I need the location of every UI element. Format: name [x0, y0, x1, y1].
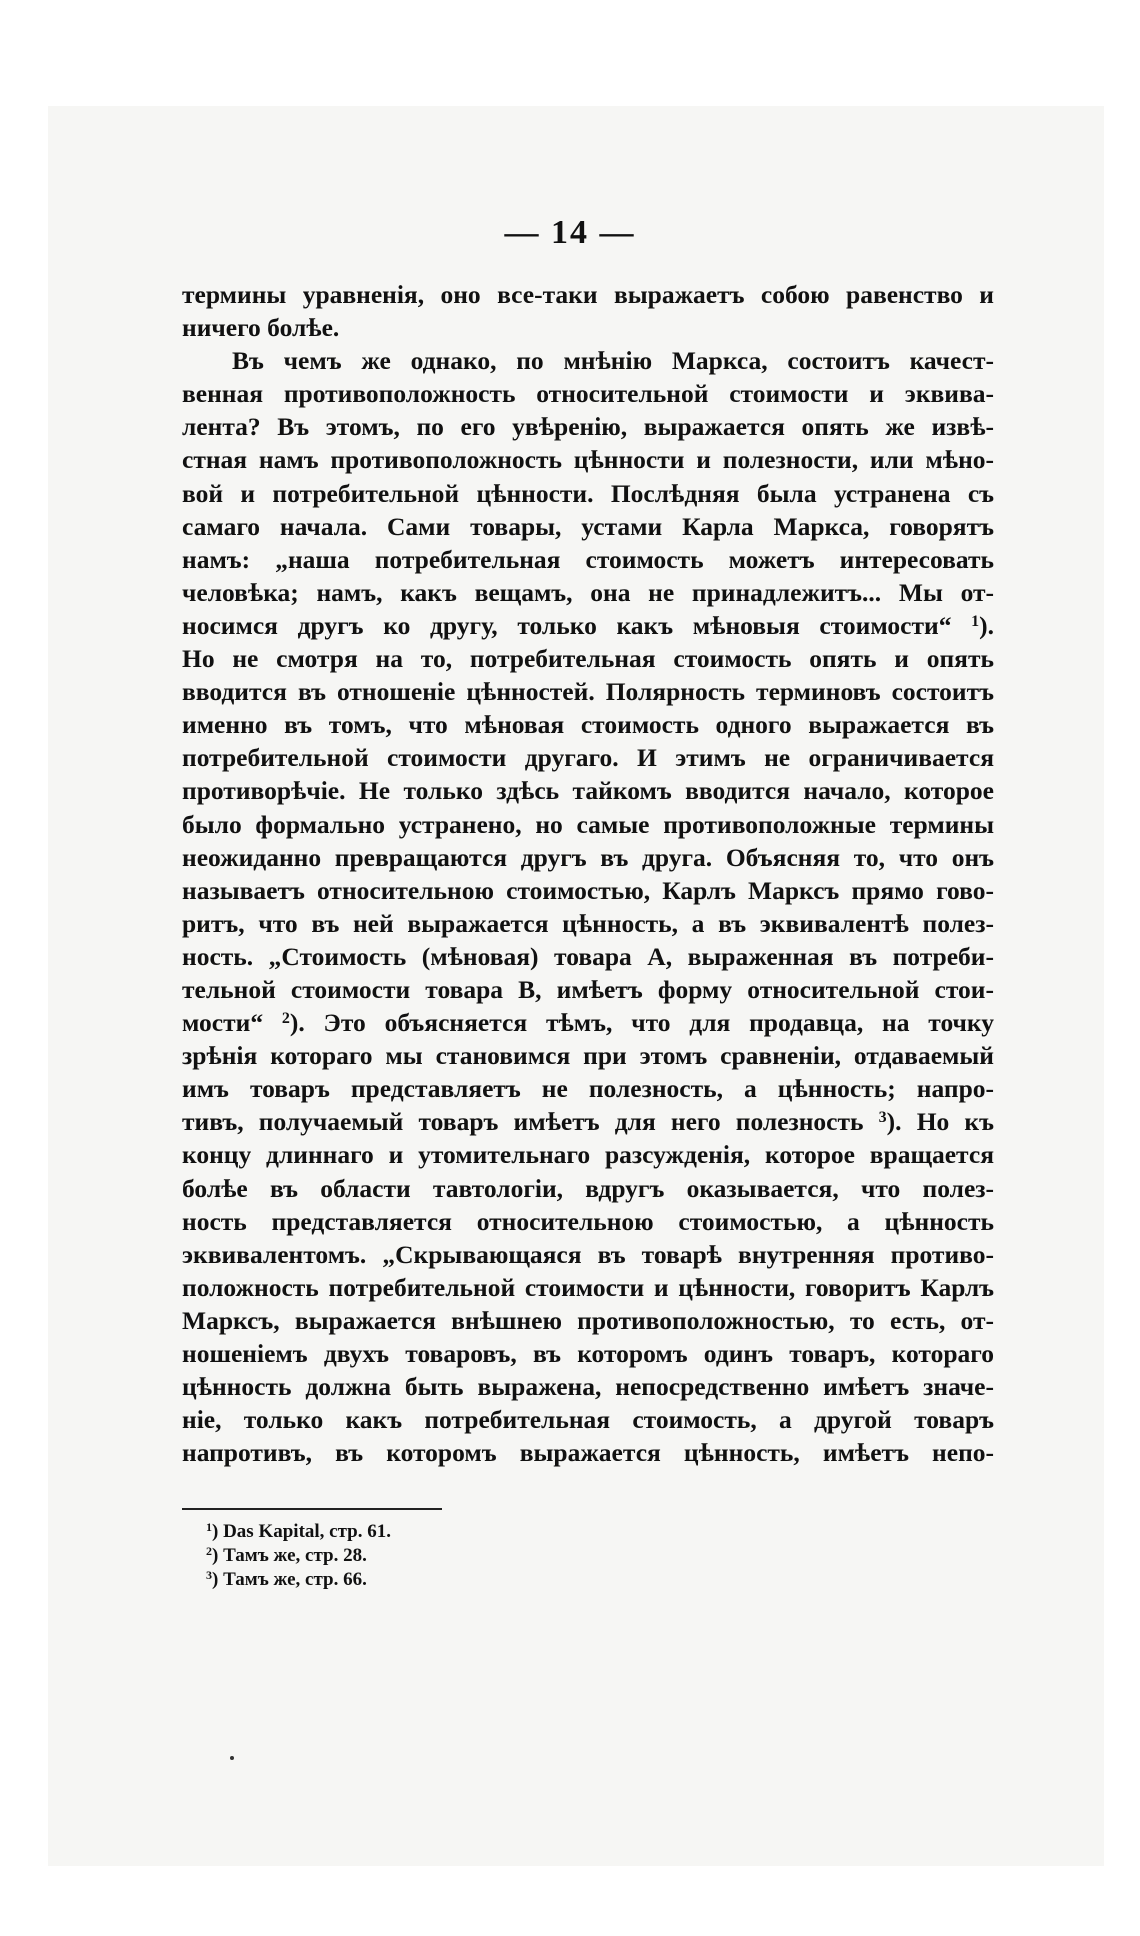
text-line: цѣнность должна быть выражена, непосредственно имѣетъ значе- [182, 1372, 994, 1402]
text-line: болѣе въ области тавтологіи, вдругъ оказывается, что полез- [182, 1173, 994, 1203]
text-line: самаго начала. Сами товары, устами Карла Маркса, говорятъ [182, 511, 994, 541]
footnote-item [206, 1568, 706, 1592]
text-line: эквивалентомъ. „Скрывающаяся въ товарѣ внутренняя противо- [182, 1239, 994, 1269]
text-line: Въ чемъ же однако, по мнѣнію Маркса, состоитъ качест- [232, 346, 994, 376]
ink-speck [230, 1756, 234, 1760]
text-line: вводится въ отношеніе цѣнностей. Полярность терминовъ состоитъ [182, 677, 994, 707]
line-text: мости“ [182, 1008, 264, 1038]
text-line: называетъ относительною стоимостью, Карлъ Марксъ прямо гово- [182, 875, 994, 905]
text-line: именно въ томъ, что мѣновая стоимость одного выражается въ [182, 710, 994, 740]
text-line: Но не смотря на то, потребительная стоимость опять и опять [182, 644, 994, 674]
text-line: венная противоположность относительной стоимости и эквива- [182, 379, 994, 409]
text-line: ритъ, что въ ней выражается цѣнность, а въ эквивалентѣ полез- [182, 908, 994, 938]
footnote-mark: 2 [206, 1544, 212, 1558]
footnotes [206, 1520, 706, 1592]
text-line: неожиданно превращаются другъ въ друга. Объясняя то, что онъ [182, 842, 994, 872]
footnote-text: ) Тамъ же, стр. 66. [212, 1569, 367, 1590]
text-line: намъ: „наша потребительная стоимость можетъ интересовать [182, 544, 994, 574]
body-text [182, 278, 994, 1469]
line-text: ). Но къ [886, 1107, 994, 1137]
text-line: имъ товаръ представляетъ не полезность, а цѣнность; напро- [182, 1074, 994, 1104]
text-line: ніе, только какъ потребительная стоимость, а другой товаръ [182, 1405, 994, 1435]
footnote-mark: 3 [206, 1568, 212, 1582]
text-line [182, 609, 994, 642]
page-number: — 14 — [504, 214, 636, 251]
text-line: человѣка; намъ, какъ вещамъ, она не принадлежитъ... Мы от- [182, 577, 994, 607]
footnote-item [206, 1544, 706, 1568]
text-line: зрѣнія котораго мы становимся при этомъ сравненіи, отдаваемый [182, 1041, 994, 1071]
text-line: лента? Въ этомъ, по его увѣренію, выражается опять же извѣ- [182, 412, 994, 442]
text-line: противорѣчіе. Не только здѣсь тайкомъ вводится начало, которое [182, 776, 994, 806]
text-line: напротивъ, въ которомъ выражается цѣнность, имѣетъ непо- [182, 1438, 994, 1468]
footnote-divider [182, 1508, 442, 1510]
line-text: тивъ, получаемый товаръ имѣетъ для него полезность [182, 1107, 864, 1137]
text-line: было формально устранено, но самые противоположные термины [182, 809, 994, 839]
text-line: Марксъ, выражается внѣшнею противоположностью, то есть, от- [182, 1305, 994, 1335]
text-line [182, 1006, 994, 1039]
footnote-mark: 1 [206, 1520, 212, 1534]
footnote-text: ) Das Kapital, стр. 61. [212, 1521, 391, 1542]
text-line: термины уравненія, оно все-таки выражаетъ собою равенство и [182, 280, 994, 309]
text-line: потребительной стоимости другаго. И этимъ не ограничивается [182, 743, 994, 773]
text-line [182, 1105, 994, 1138]
text-line: ничего болѣе. [182, 313, 340, 343]
text-line: вой и потребительной цѣнности. Послѣдняя была устранена съ [182, 478, 994, 508]
text-line: ность представляется относительною стоимостью, а цѣнность [182, 1206, 994, 1236]
footnote-text: ) Тамъ же, стр. 28. [212, 1545, 367, 1566]
footnote-ref: 2 [281, 1010, 290, 1028]
text-line: ношеніемъ двухъ товаровъ, въ которомъ одинъ товаръ, котораго [182, 1339, 994, 1368]
text-line: стная намъ противоположность цѣнности и полезности, или мѣно- [182, 445, 994, 475]
text-line: концу длиннаго и утомительнаго разсужденія, которое вращается [182, 1140, 994, 1170]
footnote-ref: 1 [971, 612, 980, 630]
line-text: носимся другъ ко другу, только какъ мѣновыя стоимости“ [182, 610, 952, 640]
text-line: тельной стоимости товара В, имѣетъ форму относительной стои- [182, 974, 994, 1004]
ref-close: ). [979, 610, 994, 640]
line-text: ). Это объясняется тѣмъ, что для продавца, на точку [289, 1008, 994, 1038]
text-line: ность. „Стоимость (мѣновая) товара А, выраженная въ потреби- [182, 941, 994, 971]
footnote-ref: 3 [878, 1109, 887, 1127]
footnote-item [206, 1520, 706, 1544]
text-line: положность потребительной стоимости и цѣнности, говоритъ Карлъ [182, 1272, 994, 1302]
